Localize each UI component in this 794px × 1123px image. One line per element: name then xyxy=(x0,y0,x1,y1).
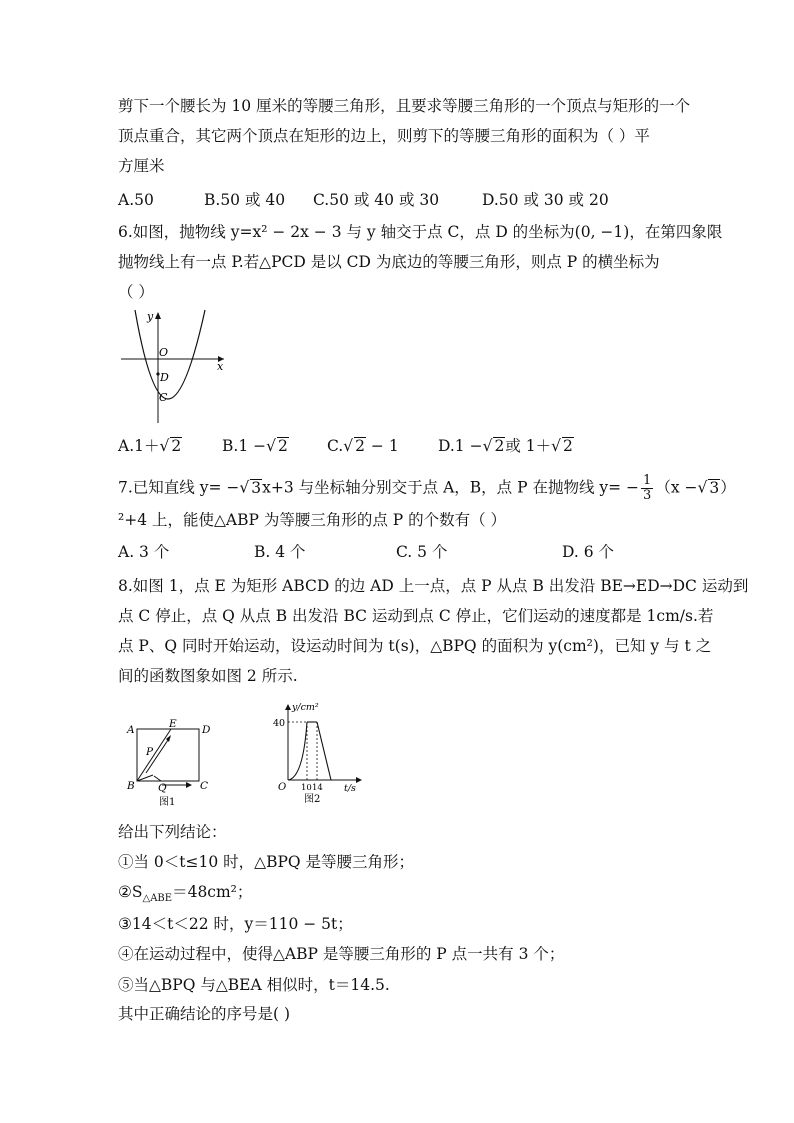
fig2-descent xyxy=(317,722,331,780)
q6-option-c: C.√ 2 − 1 xyxy=(327,437,399,455)
fig1-label-d: D xyxy=(202,724,211,736)
fig1-label-b: B xyxy=(127,780,135,792)
y-axis-label: y xyxy=(147,310,154,323)
fig1-label-e: E xyxy=(169,718,177,730)
segment-pq2 xyxy=(154,776,161,781)
q5-option-a: A.50 xyxy=(118,191,154,209)
x-axis-label: x xyxy=(217,360,224,373)
q5-text-line-3: 方厘米 xyxy=(118,157,165,175)
q8-conclusion-4: ④在运动过程中，使得△ABP 是等腰三角形的 P 点一共有 3 个； xyxy=(118,945,565,963)
q8-text-line-1: 8.如图 1，点 E 为矩形 ABCD 的边 AD 上一点，点 P 从点 B 出发沿 BE→ED→DC 运动到 xyxy=(118,577,749,595)
arrowhead-bc xyxy=(186,782,192,788)
q7-option-d: D. 6 个 xyxy=(562,543,615,561)
fig1-label-c: C xyxy=(200,780,209,792)
q6-parabola-graph xyxy=(118,308,233,428)
parabola-curve xyxy=(135,310,205,399)
fig1-label-a: A xyxy=(127,724,135,736)
q5-option-b: B.50 或 40 xyxy=(204,191,286,209)
q5-text-line-1: 剪下一个腰长为 10 厘米的等腰三角形，且要求等腰三角形的一个顶点与矩形的一个 xyxy=(118,97,691,115)
fig2-tick-10: 10 xyxy=(301,783,312,793)
q7-fraction: $\frac{1}{3}$ xyxy=(643,473,652,503)
q6-option-b: B.1 −√ 2 xyxy=(222,437,288,455)
fig1-label-q: Q xyxy=(158,782,167,794)
q7-option-a: A. 3 个 xyxy=(118,543,170,561)
q6-option-a: A.1＋√ 2 xyxy=(118,437,182,455)
q8-text-line-3: 点 P、Q 同时开始运动，设运动时间为 t(s)，△BPQ 的面积为 y(cm²)，已知 y 与 t 之 xyxy=(118,637,712,655)
y-axis-arrow xyxy=(155,312,161,319)
fig2-ylabel: y/cm² xyxy=(292,702,319,713)
fig2-tick-14: 14 xyxy=(312,783,323,793)
fig2-curve-rise xyxy=(288,722,307,780)
fig1-caption: 图1 xyxy=(159,797,176,808)
fig2-caption: 图2 xyxy=(304,794,321,805)
q6-option-d: D.1 −√ 2或 1＋√ 2 xyxy=(438,437,573,455)
q8-conclusion-1: ①当 0＜t≤10 时，△BPQ 是等腰三角形； xyxy=(118,853,415,871)
q8-figure-1 xyxy=(118,715,218,810)
fig2-xlabel: t/s xyxy=(344,783,356,794)
fig2-y40: 40 xyxy=(273,718,286,729)
q6-text-line-1: 6.如图，抛物线 y=x² − 2x − 3 与 y 轴交于点 C，点 D 的坐标为(0, −1)，在第四象限 xyxy=(118,223,723,241)
point-d-label: D xyxy=(160,371,169,384)
segment-be xyxy=(137,729,171,781)
fig2-y-arrow xyxy=(285,704,291,710)
q7-text-line-2: ²+4 上，能使△ABP 为等腰三角形的点 P 的个数有（ ） xyxy=(118,511,507,529)
q7-option-b: B. 4 个 xyxy=(254,543,306,561)
q8-conclusion-3: ③14＜t＜22 时，y＝110 − 5t； xyxy=(118,915,353,933)
q8-conclusion-intro: 给出下列结论： xyxy=(118,823,227,841)
q8-text-line-4: 间的函数图象如图 2 所示. xyxy=(118,667,298,685)
q5-option-c: C.50 或 40 或 30 xyxy=(313,191,440,209)
q5-text-line-2: 顶点重合，其它两个顶点在矩形的边上，则剪下的等腰三角形的面积为（ ）平 xyxy=(118,127,650,145)
q8-figure-2 xyxy=(270,700,370,810)
q8-conclusion-5: ⑤当△BPQ 与△BEA 相似时，t＝14.5. xyxy=(118,976,390,994)
q6-text-line-3: （ ） xyxy=(118,283,154,301)
q6-text-line-2: 抛物线上有一点 P.若△PCD 是以 CD 为底边的等腰三角形，则点 P 的横坐标为 xyxy=(118,253,660,271)
q8-text-line-2: 点 C 停止，点 Q 从点 B 出发沿 BC 运动到点 C 停止，它们运动的速度都是 1cm/s.若 xyxy=(118,607,714,625)
fig2-x-arrow xyxy=(356,777,362,783)
q8-conclusion-2: $②S_{\triangle ABE}=48cm^2$； xyxy=(118,883,253,905)
fig2-origin: O xyxy=(278,782,287,793)
q7-option-c: C. 5 个 xyxy=(396,543,448,561)
origin-label: O xyxy=(159,346,169,359)
q7-text-line-1: 7.已知直线 y= −√ 3x+3 与坐标轴分别交于点 A，B，点 P 在抛物线 y= − $\frac{1}{3}$ （x −√ 3） xyxy=(118,473,736,503)
fig1-label-p: P xyxy=(146,746,154,758)
q8-question: 其中正确结论的序号是( ) xyxy=(118,1005,291,1023)
point-c-label: C xyxy=(159,391,168,404)
q5-option-d: D.50 或 30 或 20 xyxy=(482,191,609,209)
